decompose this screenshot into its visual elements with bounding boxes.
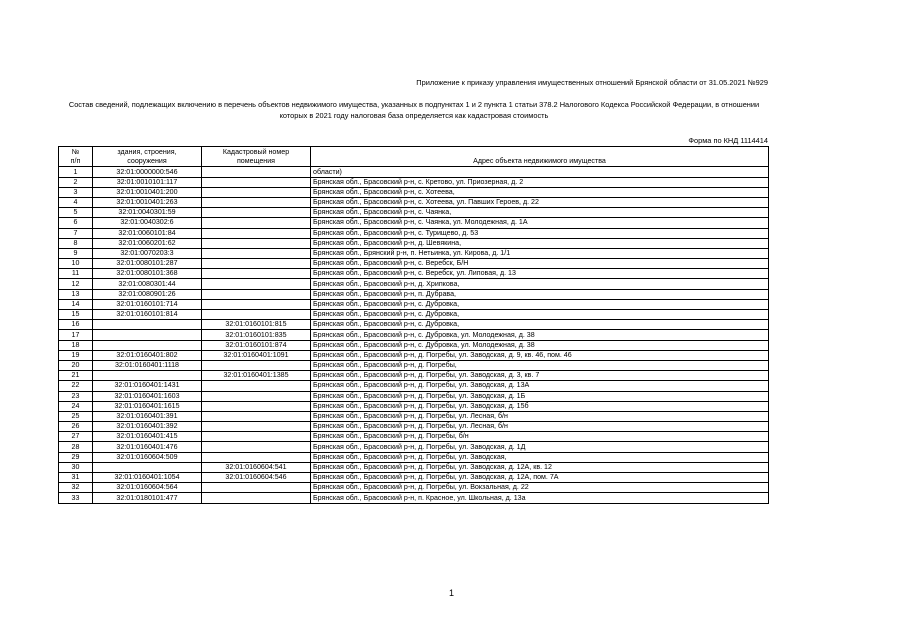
room-cadastral-number [202,381,311,391]
table-row [59,350,769,360]
room-cadastral-number [202,391,311,401]
building-cadastral-number: 32:01:0160604:564 [93,483,202,493]
row-number: 33 [59,493,93,503]
property-table [58,146,769,504]
room-cadastral-number [202,208,311,218]
building-cadastral-number: 32:01:0080301:44 [93,279,202,289]
header-building-cadastral: здания, строения, сооружения [93,147,202,167]
row-number: 31 [59,473,93,483]
row-number: 3 [59,187,93,197]
table-row [59,483,769,493]
building-cadastral-number: 32:01:0000000:546 [93,167,202,177]
object-address: Брянская обл., Брасовский р-н, п. Дубрава, [311,289,769,299]
table-row [59,259,769,269]
building-cadastral-number: 32:01:0080101:287 [93,259,202,269]
room-cadastral-number [202,452,311,462]
row-number: 9 [59,248,93,258]
row-number: 21 [59,371,93,381]
building-cadastral-number [93,371,202,381]
building-cadastral-number: 32:01:0010101:117 [93,177,202,187]
object-address: Брянская обл., Брасовский р-н, с. Дубровка, ул. Молодежная, д. 38 [311,330,769,340]
row-number: 11 [59,269,93,279]
object-address: Брянская обл., Брасовский р-н, с. Дубровка, [311,310,769,320]
table-row [59,422,769,432]
object-address: Брянская обл., Брасовский р-н, д. Шевякина, [311,238,769,248]
room-cadastral-number [202,269,311,279]
room-cadastral-number [202,401,311,411]
building-cadastral-number [93,320,202,330]
object-address: Брянская обл., Брасовский р-н, д. Погребы, ул. Заводская, д. 3, кв. 7 [311,371,769,381]
building-cadastral-number: 32:01:0010401:263 [93,197,202,207]
room-cadastral-number [202,197,311,207]
room-cadastral-number [202,177,311,187]
table-row [59,310,769,320]
room-cadastral-number [202,422,311,432]
building-cadastral-number: 32:01:0160401:1431 [93,381,202,391]
building-cadastral-number: 32:01:0040301:59 [93,208,202,218]
building-cadastral-number: 32:01:0060101:84 [93,228,202,238]
room-cadastral-number: 32:01:0160401:1385 [202,371,311,381]
table-row [59,289,769,299]
building-cadastral-number: 32:01:0070203:3 [93,248,202,258]
table-row [59,248,769,258]
table-row [59,442,769,452]
row-number: 23 [59,391,93,401]
row-number: 17 [59,330,93,340]
room-cadastral-number [202,218,311,228]
building-cadastral-number [93,462,202,472]
table-row [59,228,769,238]
row-number: 16 [59,320,93,330]
building-cadastral-number: 32:01:0160101:714 [93,299,202,309]
table-row [59,432,769,442]
building-cadastral-number: 32:01:0160401:1615 [93,401,202,411]
building-cadastral-number: 32:01:0180101:477 [93,493,202,503]
row-number: 12 [59,279,93,289]
table-row [59,473,769,483]
building-cadastral-number: 32:01:0060201:62 [93,238,202,248]
building-cadastral-number: 32:01:0160401:476 [93,442,202,452]
building-cadastral-number: 32:01:0040302:6 [93,218,202,228]
row-number: 14 [59,299,93,309]
room-cadastral-number [202,248,311,258]
building-cadastral-number: 32:01:0160401:1118 [93,360,202,370]
table-row [59,197,769,207]
object-address: Брянская обл., Брасовский р-н, д. Погребы, ул. Заводская, д. 12А, кв. 12 [311,462,769,472]
object-address: Брянская обл., Брасовский р-н, д. Погребы, ул. Заводская, д. 13А [311,381,769,391]
row-number: 15 [59,310,93,320]
room-cadastral-number [202,432,311,442]
table-row [59,330,769,340]
table-header-row [59,147,769,167]
room-cadastral-number: 32:01:0160101:815 [202,320,311,330]
room-cadastral-number [202,228,311,238]
room-cadastral-number [202,483,311,493]
table-row [59,360,769,370]
table-row [59,452,769,462]
object-address: Брянская обл., Брасовский р-н, с. Дубровка, [311,299,769,309]
row-number: 29 [59,452,93,462]
building-cadastral-number [93,340,202,350]
header-room-cadastral: Кадастровый номер помещения [202,147,311,167]
object-address: Брянская обл., Брасовский р-н, с. Веребск, ул. Липовая, д. 13 [311,269,769,279]
header-address: Адрес объекта недвижимого имущества [311,147,769,167]
object-address: Брянская обл., Брасовский р-н, с. Чаянка, [311,208,769,218]
building-cadastral-number: 32:01:0160101:814 [93,310,202,320]
table-row [59,187,769,197]
room-cadastral-number: 32:01:0160604:546 [202,473,311,483]
room-cadastral-number: 32:01:0160604:541 [202,462,311,472]
room-cadastral-number [202,360,311,370]
building-cadastral-number: 32:01:0160401:415 [93,432,202,442]
table-row [59,371,769,381]
building-cadastral-number: 32:01:0160401:802 [93,350,202,360]
object-address: области) [311,167,769,177]
building-cadastral-number [93,330,202,340]
object-address: Брянская обл., Брасовский р-н, д. Хрипкова, [311,279,769,289]
object-address: Брянская обл., Брасовский р-н, с. Хотеева, [311,187,769,197]
table-row [59,269,769,279]
row-number: 6 [59,218,93,228]
row-number: 32 [59,483,93,493]
room-cadastral-number: 32:01:0160401:1091 [202,350,311,360]
row-number: 10 [59,259,93,269]
document-heading: Состав сведений, подлежащих включению в перечень объектов недвижимого имущества, указанных в подпунктах 1 и 2 пункта 1 статьи 378.2 Налогового Кодекса Российской Федерации, в отношении которых в 2021 году налоговая база определяется как кадастровая стоимость [68,100,760,120]
object-address: Брянская обл., Брасовский р-н, д. Погребы, ул. Лесная, б/н [311,411,769,421]
row-number: 22 [59,381,93,391]
table-row [59,462,769,472]
table-row [59,208,769,218]
room-cadastral-number [202,411,311,421]
row-number: 28 [59,442,93,452]
room-cadastral-number [202,238,311,248]
table-row [59,238,769,248]
row-number: 8 [59,238,93,248]
table-row [59,391,769,401]
page-number: 1 [449,588,455,598]
appendix-reference: Приложение к приказу управления имущественных отношений Брянской области от 31.05.2021 №929 [416,78,768,87]
object-address: Брянская обл., Брасовский р-н, д. Погребы, ул. Заводская, д. 15б [311,401,769,411]
object-address: Брянская обл., Брасовский р-н, д. Погребы, ул. Заводская, [311,452,769,462]
table-row [59,411,769,421]
room-cadastral-number [202,167,311,177]
room-cadastral-number [202,259,311,269]
row-number: 18 [59,340,93,350]
table-row [59,279,769,289]
room-cadastral-number [202,187,311,197]
row-number: 24 [59,401,93,411]
table-row [59,401,769,411]
table-row [59,493,769,503]
row-number: 1 [59,167,93,177]
object-address: Брянская обл., Брасовский р-н, с. Турищево, д. 53 [311,228,769,238]
object-address: Брянская обл., Брасовский р-н, д. Погребы, ул. Лесная, б/н [311,422,769,432]
object-address: Брянская обл., Брасовский р-н, с. Хотеева, ул. Павших Героев, д. 22 [311,197,769,207]
object-address: Брянская обл., Брасовский р-н, с. Дубровка, [311,320,769,330]
room-cadastral-number [202,299,311,309]
room-cadastral-number: 32:01:0160101:835 [202,330,311,340]
row-number: 4 [59,197,93,207]
room-cadastral-number [202,493,311,503]
room-cadastral-number [202,289,311,299]
row-number: 30 [59,462,93,472]
object-address: Брянская обл., Брасовский р-н, д. Погребы, ул. Заводская, д. 9, кв. 46, пом. 46 [311,350,769,360]
object-address: Брянская обл., Брасовский р-н, д. Погребы, ул. Заводская, д. 1Б [311,391,769,401]
object-address: Брянская обл., Брасовский р-н, с. Веребск, Б/Н [311,259,769,269]
building-cadastral-number: 32:01:0010401:200 [93,187,202,197]
row-number: 26 [59,422,93,432]
building-cadastral-number: 32:01:0160401:392 [93,422,202,432]
building-cadastral-number: 32:01:0160604:509 [93,452,202,462]
row-number: 20 [59,360,93,370]
header-number: № п/п [59,147,93,167]
row-number: 7 [59,228,93,238]
object-address: Брянская обл., Брасовский р-н, с. Чаянка, ул. Молодежная, д. 1А [311,218,769,228]
object-address: Брянская обл., Брасовский р-н, с. Кретово, ул. Приозерная, д. 2 [311,177,769,187]
row-number: 27 [59,432,93,442]
room-cadastral-number [202,310,311,320]
row-number: 2 [59,177,93,187]
row-number: 19 [59,350,93,360]
object-address: Брянская обл., Брасовский р-н, п. Красное, ул. Школьная, д. 13а [311,493,769,503]
table-row [59,340,769,350]
object-address: Брянская обл., Брасовский р-н, д. Погребы, ул. Заводская, д. 12А, пом. 7А [311,473,769,483]
table-row [59,167,769,177]
building-cadastral-number: 32:01:0160401:1054 [93,473,202,483]
object-address: Брянская обл., Брасовский р-н, д. Погребы, б/н [311,432,769,442]
row-number: 13 [59,289,93,299]
building-cadastral-number: 32:01:0080901:26 [93,289,202,299]
object-address: Брянская обл., Брасовский р-н, с. Дубровка, ул. Молодежная, д. 38 [311,340,769,350]
table-row [59,218,769,228]
room-cadastral-number [202,442,311,452]
form-code: Форма по КНД 1114414 [688,136,768,145]
row-number: 25 [59,411,93,421]
building-cadastral-number: 32:01:0160401:391 [93,411,202,421]
building-cadastral-number: 32:01:0080101:368 [93,269,202,279]
room-cadastral-number [202,279,311,289]
table-row [59,299,769,309]
building-cadastral-number: 32:01:0160401:1603 [93,391,202,401]
object-address: Брянская обл., Брянский р-н, п. Нетьинка, ул. Кирова, д. 1/1 [311,248,769,258]
table-row [59,320,769,330]
object-address: Брянская обл., Брасовский р-н, д. Погребы, [311,360,769,370]
room-cadastral-number: 32:01:0160101:874 [202,340,311,350]
table-row [59,381,769,391]
table-row [59,177,769,187]
object-address: Брянская обл., Брасовский р-н, д. Погребы, ул. Вокзальная, д. 22 [311,483,769,493]
object-address: Брянская обл., Брасовский р-н, д. Погребы, ул. Заводская, д. 1Д [311,442,769,452]
row-number: 5 [59,208,93,218]
